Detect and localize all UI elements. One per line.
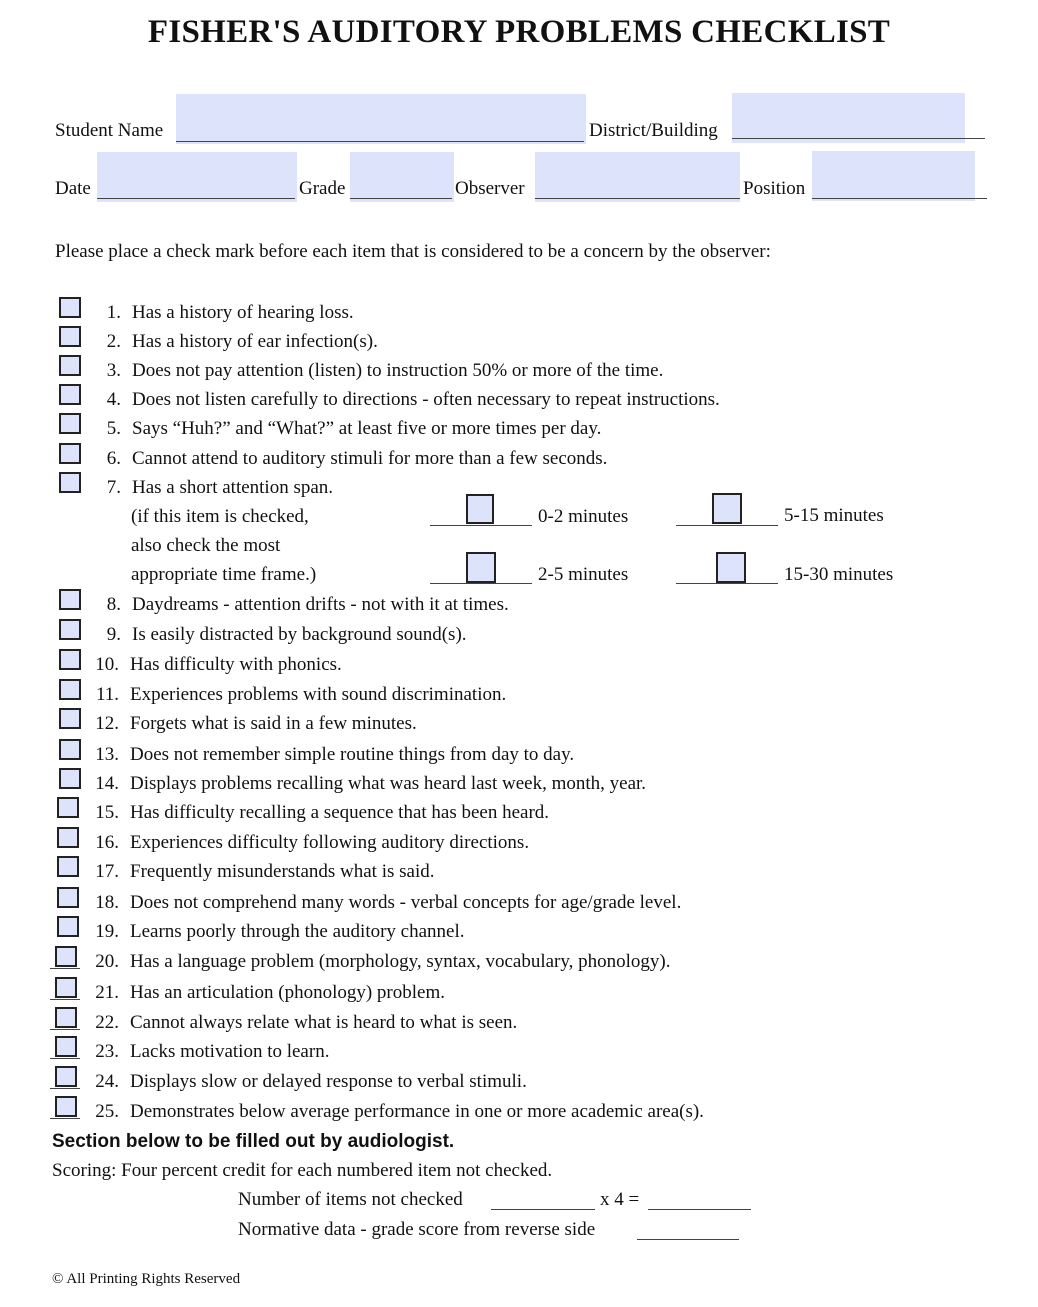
item-checkbox[interactable] <box>59 472 81 493</box>
item-checkbox[interactable] <box>59 384 81 405</box>
grade-label: Grade <box>299 178 346 199</box>
item-text: Daydreams - attention drifts - not with it at times. <box>132 594 509 615</box>
district-underline <box>732 138 985 139</box>
item-text: Has a short attention span. <box>132 477 334 498</box>
item-number: 21. <box>95 982 119 1003</box>
date-underline <box>97 198 295 199</box>
item-number: 8. <box>106 594 121 615</box>
item-checkbox[interactable] <box>59 297 81 318</box>
item-text: Demonstrates below average performance in one or more academic area(s). <box>130 1101 704 1122</box>
district-label: District/Building <box>589 120 718 141</box>
checkbox-0-2-minutes[interactable] <box>466 494 494 524</box>
item-checkbox-underline <box>50 999 80 1000</box>
item-number: 18. <box>95 892 119 913</box>
item-checkbox[interactable] <box>59 768 81 789</box>
item-checkbox[interactable] <box>59 679 81 700</box>
item-number: 10. <box>95 654 119 675</box>
audiologist-heading: Section below to be filled out by audiologist. <box>52 1131 455 1152</box>
item-number: 24. <box>95 1071 119 1092</box>
not-checked-blank[interactable] <box>491 1209 595 1210</box>
item7-note-line3: appropriate time frame.) <box>131 564 317 585</box>
grade-field[interactable] <box>350 152 454 202</box>
item-checkbox[interactable] <box>57 856 79 877</box>
observer-underline <box>535 198 740 199</box>
item-number: 15. <box>95 802 119 823</box>
item-number: 11. <box>95 684 119 705</box>
position-label: Position <box>743 178 806 199</box>
times-four-label: x 4 = <box>600 1189 640 1210</box>
item-number: 6. <box>106 448 121 469</box>
item-text: Does not pay attention (listen) to instruction 50% or more of the time. <box>132 360 664 381</box>
item-text: Displays problems recalling what was heard last week, month, year. <box>130 773 647 794</box>
student-name-underline <box>176 141 584 142</box>
item-checkbox[interactable] <box>57 916 79 937</box>
item-number: 12. <box>95 713 119 734</box>
item-checkbox-underline <box>50 1118 80 1119</box>
normative-label: Normative data - grade score from reverse side <box>238 1219 596 1240</box>
item-text: Displays slow or delayed response to verbal stimuli. <box>130 1071 527 1092</box>
item-number: 14. <box>95 773 119 794</box>
item-number: 25. <box>95 1101 119 1122</box>
item-number: 13. <box>95 744 119 765</box>
item-number: 17. <box>95 861 119 882</box>
item-number: 20. <box>95 951 119 972</box>
student-name-label: Student Name <box>55 120 164 141</box>
item-checkbox-underline <box>50 1029 80 1030</box>
item-text: Has a history of ear infection(s). <box>132 331 378 352</box>
item-checkbox[interactable] <box>55 1066 77 1087</box>
item-text: Does not remember simple routine things from day to day. <box>130 744 575 765</box>
item-checkbox[interactable] <box>59 619 81 640</box>
item-checkbox[interactable] <box>59 443 81 464</box>
item-text: Does not listen carefully to directions - often necessary to repeat instructions. <box>132 389 720 410</box>
item-checkbox[interactable] <box>55 1096 77 1117</box>
item-number: 16. <box>95 832 119 853</box>
grade-underline <box>350 198 452 199</box>
option-underline <box>676 583 778 584</box>
item-number: 3. <box>106 360 121 381</box>
item-checkbox[interactable] <box>59 355 81 376</box>
item-checkbox[interactable] <box>59 739 81 760</box>
item-checkbox-underline <box>50 1088 80 1089</box>
checkbox-2-5-minutes[interactable] <box>466 552 496 583</box>
item-number: 23. <box>95 1041 119 1062</box>
date-field[interactable] <box>97 152 297 202</box>
option-0-2-minutes: 0-2 minutes <box>538 506 629 527</box>
scoring-text: Scoring: Four percent credit for each numbered item not checked. <box>52 1160 553 1181</box>
position-underline <box>812 198 987 199</box>
option-2-5-minutes: 2-5 minutes <box>538 564 629 585</box>
item-checkbox[interactable] <box>59 326 81 347</box>
item-text: Has a history of hearing loss. <box>132 302 354 323</box>
position-field[interactable] <box>812 151 975 201</box>
item-number: 1. <box>106 302 121 323</box>
item-text: Cannot always relate what is heard to what is seen. <box>130 1012 518 1033</box>
item-checkbox[interactable] <box>57 827 79 848</box>
item-text: Experiences difficulty following auditory directions. <box>130 832 530 853</box>
observer-label: Observer <box>455 178 525 199</box>
item-text: Forgets what is said in a few minutes. <box>130 713 417 734</box>
item-text: Says “Huh?” and “What?” at least five or more times per day. <box>132 418 602 439</box>
item-text: Is easily distracted by background sound(s). <box>132 624 467 645</box>
option-15-30-minutes: 15-30 minutes <box>784 564 894 585</box>
item-number: 5. <box>106 418 121 439</box>
item-checkbox-underline <box>50 968 80 969</box>
item-text: Experiences problems with sound discrimination. <box>130 684 507 705</box>
item-checkbox[interactable] <box>55 977 77 998</box>
item-text: Frequently misunderstands what is said. <box>130 861 435 882</box>
option-underline <box>430 583 532 584</box>
option-underline <box>676 525 778 526</box>
normative-blank[interactable] <box>637 1239 739 1240</box>
score-blank[interactable] <box>648 1209 751 1210</box>
item-number: 2. <box>106 331 121 352</box>
item-checkbox[interactable] <box>57 887 79 908</box>
item-checkbox[interactable] <box>59 413 81 434</box>
item-number: 9. <box>106 624 121 645</box>
item-number: 7. <box>106 477 121 498</box>
item7-note-line1: (if this item is checked, <box>131 506 309 527</box>
item7-note-line2: also check the most <box>131 535 281 556</box>
item-checkbox[interactable] <box>55 1036 77 1057</box>
page-title: FISHER'S AUDITORY PROBLEMS CHECKLIST <box>147 14 891 50</box>
item-checkbox[interactable] <box>59 589 81 610</box>
item-checkbox-underline <box>50 1058 80 1059</box>
observer-field[interactable] <box>535 152 740 202</box>
item-checkbox[interactable] <box>57 797 79 818</box>
item-text: Cannot attend to auditory stimuli for more than a few seconds. <box>132 448 608 469</box>
item-checkbox[interactable] <box>59 649 81 670</box>
option-5-15-minutes: 5-15 minutes <box>784 505 884 526</box>
not-checked-label: Number of items not checked <box>238 1189 463 1210</box>
copyright-text: © All Printing Rights Reserved <box>52 1271 241 1287</box>
item-checkbox[interactable] <box>59 708 81 729</box>
student-name-field[interactable] <box>176 94 586 144</box>
option-underline <box>430 525 532 526</box>
checkbox-15-30-minutes[interactable] <box>716 552 746 583</box>
item-number: 22. <box>95 1012 119 1033</box>
item-number: 19. <box>95 921 119 942</box>
item-text: Has difficulty recalling a sequence that has been heard. <box>130 802 550 823</box>
item-text: Has an articulation (phonology) problem. <box>130 982 446 1003</box>
item-checkbox[interactable] <box>55 946 77 967</box>
instruction-text: Please place a check mark before each item that is considered to be a concern by the observer: <box>55 241 771 262</box>
item-text: Does not comprehend many words - verbal concepts for age/grade level. <box>130 892 682 913</box>
district-field[interactable] <box>732 93 965 143</box>
item-text: Has a language problem (morphology, syntax, vocabulary, phonology). <box>130 951 671 972</box>
checkbox-5-15-minutes[interactable] <box>712 493 742 524</box>
item-checkbox[interactable] <box>55 1007 77 1028</box>
item-text: Lacks motivation to learn. <box>130 1041 330 1062</box>
item-number: 4. <box>106 389 121 410</box>
date-label: Date <box>55 178 91 199</box>
item-text: Learns poorly through the auditory channel. <box>130 921 465 942</box>
item-text: Has difficulty with phonics. <box>130 654 342 675</box>
